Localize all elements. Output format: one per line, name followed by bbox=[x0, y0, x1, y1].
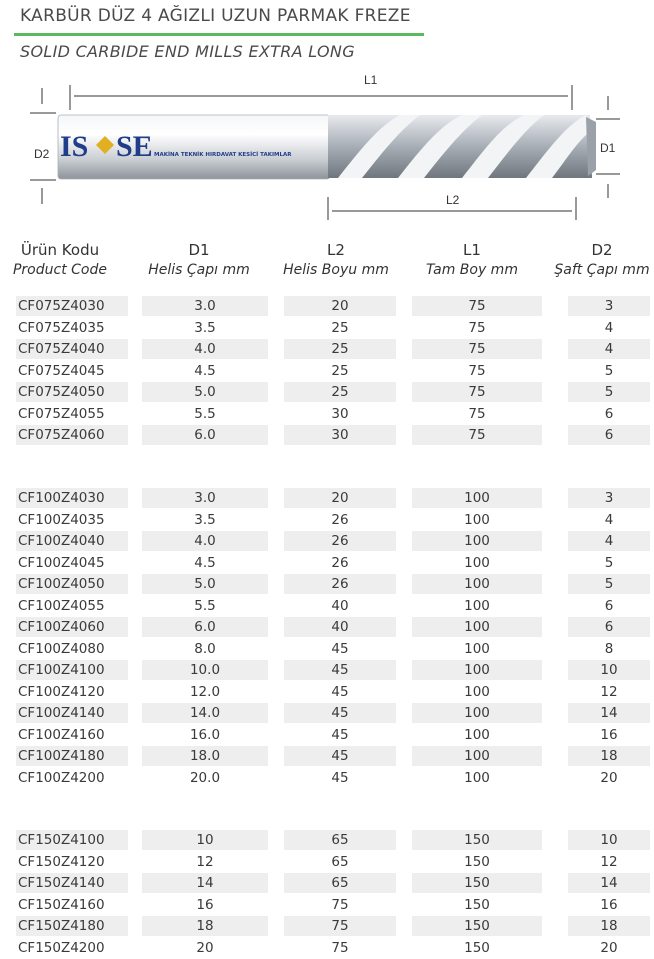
logo-left: IS bbox=[60, 130, 88, 163]
product-table-group-3 bbox=[0, 830, 654, 959]
product-code-cell: CF075Z4055 bbox=[16, 404, 128, 424]
helix-length-cell: 30 bbox=[284, 425, 396, 445]
table-row bbox=[0, 296, 654, 318]
product-code-cell: CF075Z4030 bbox=[16, 296, 128, 316]
shank-diameter-cell: 5 bbox=[568, 382, 650, 402]
helix-diameter-cell: 20 bbox=[142, 938, 268, 958]
product-code-cell: CF075Z4050 bbox=[16, 382, 128, 402]
product-code-cell: CF075Z4035 bbox=[16, 318, 128, 338]
table-row bbox=[0, 553, 654, 575]
helix-diameter-cell: 10 bbox=[142, 830, 268, 850]
product-code-cell: CF100Z4140 bbox=[16, 703, 128, 723]
header-l2-tr: L2 bbox=[278, 240, 394, 260]
header-l1-tr: L1 bbox=[412, 240, 532, 260]
helix-length-cell: 25 bbox=[284, 339, 396, 359]
shank-diameter-cell: 8 bbox=[568, 639, 650, 659]
helix-length-cell: 65 bbox=[284, 873, 396, 893]
product-code-cell: CF075Z4045 bbox=[16, 361, 128, 381]
helix-length-cell: 26 bbox=[284, 510, 396, 530]
helix-length-cell: 25 bbox=[284, 382, 396, 402]
shank-diameter-cell: 3 bbox=[568, 488, 650, 508]
product-code-cell: CF100Z4200 bbox=[16, 768, 128, 788]
logo-tagline: MAKİNA TEKNİK HIRDAVAT KESİCİ TAKIMLAR bbox=[154, 151, 292, 158]
product-code-cell: CF100Z4160 bbox=[16, 725, 128, 745]
shank-diameter-cell: 12 bbox=[568, 852, 650, 872]
total-length-cell: 75 bbox=[412, 382, 542, 402]
helix-diameter-cell: 16 bbox=[142, 895, 268, 915]
product-table-group-2 bbox=[0, 488, 654, 789]
shank-diameter-cell: 4 bbox=[568, 318, 650, 338]
total-length-cell: 100 bbox=[412, 682, 542, 702]
shank-diameter-cell: 14 bbox=[568, 703, 650, 723]
table-row bbox=[0, 361, 654, 383]
shank-diameter-cell: 10 bbox=[568, 830, 650, 850]
product-code-cell: CF100Z4180 bbox=[16, 746, 128, 766]
total-length-cell: 100 bbox=[412, 574, 542, 594]
helix-diameter-cell: 8.0 bbox=[142, 639, 268, 659]
table-row bbox=[0, 318, 654, 340]
helix-diameter-cell: 4.5 bbox=[142, 361, 268, 381]
shank-diameter-cell: 5 bbox=[568, 553, 650, 573]
product-code-cell: CF150Z4120 bbox=[16, 852, 128, 872]
helix-diameter-cell: 20.0 bbox=[142, 768, 268, 788]
helix-length-cell: 20 bbox=[284, 296, 396, 316]
helix-length-cell: 25 bbox=[284, 361, 396, 381]
shank-diameter-cell: 12 bbox=[568, 682, 650, 702]
shank-diameter-cell: 18 bbox=[568, 916, 650, 936]
l2-label: L2 bbox=[446, 193, 460, 207]
total-length-cell: 75 bbox=[412, 339, 542, 359]
helix-diameter-cell: 6.0 bbox=[142, 617, 268, 637]
product-code-cell: CF150Z4200 bbox=[16, 938, 128, 958]
total-length-cell: 100 bbox=[412, 660, 542, 680]
helix-diameter-cell: 3.5 bbox=[142, 510, 268, 530]
helix-diameter-cell: 10.0 bbox=[142, 660, 268, 680]
product-code-cell: CF100Z4050 bbox=[16, 574, 128, 594]
product-code-cell: CF150Z4180 bbox=[16, 916, 128, 936]
helix-length-cell: 45 bbox=[284, 660, 396, 680]
helix-diameter-cell: 18.0 bbox=[142, 746, 268, 766]
l1-label: L1 bbox=[364, 73, 378, 87]
helix-diameter-cell: 4.0 bbox=[142, 531, 268, 551]
total-length-cell: 100 bbox=[412, 510, 542, 530]
table-row bbox=[0, 725, 654, 747]
header-d1-en: Helis Çapı mm bbox=[140, 260, 258, 280]
product-table-group-1 bbox=[0, 296, 654, 447]
total-length-cell: 100 bbox=[412, 703, 542, 723]
header-code bbox=[8, 240, 112, 280]
helix-length-cell: 25 bbox=[284, 318, 396, 338]
header-d1-tr: D1 bbox=[140, 240, 258, 260]
helix-length-cell: 45 bbox=[284, 746, 396, 766]
helix-length-cell: 75 bbox=[284, 895, 396, 915]
header-d2-tr: D2 bbox=[550, 240, 654, 260]
helix-diameter-cell: 6.0 bbox=[142, 425, 268, 445]
header-code-tr: Ürün Kodu bbox=[8, 240, 112, 260]
d2-label: D2 bbox=[34, 147, 50, 161]
total-length-cell: 150 bbox=[412, 895, 542, 915]
total-length-cell: 100 bbox=[412, 596, 542, 616]
helix-length-cell: 45 bbox=[284, 639, 396, 659]
product-code-cell: CF100Z4060 bbox=[16, 617, 128, 637]
total-length-cell: 75 bbox=[412, 318, 542, 338]
product-code-cell: CF100Z4055 bbox=[16, 596, 128, 616]
end-mill-diagram bbox=[0, 70, 654, 220]
helix-diameter-cell: 3.5 bbox=[142, 318, 268, 338]
shank-diameter-cell: 18 bbox=[568, 746, 650, 766]
shank-diameter-cell: 16 bbox=[568, 725, 650, 745]
total-length-cell: 75 bbox=[412, 361, 542, 381]
table-row bbox=[0, 873, 654, 895]
helix-length-cell: 65 bbox=[284, 852, 396, 872]
total-length-cell: 100 bbox=[412, 617, 542, 637]
shank-diameter-cell: 4 bbox=[568, 339, 650, 359]
table-row bbox=[0, 830, 654, 852]
shank-diameter-cell: 4 bbox=[568, 510, 650, 530]
table-row bbox=[0, 938, 654, 959]
shank-diameter-cell: 14 bbox=[568, 873, 650, 893]
helix-diameter-cell: 5.0 bbox=[142, 574, 268, 594]
helix-length-cell: 26 bbox=[284, 574, 396, 594]
helix-length-cell: 45 bbox=[284, 768, 396, 788]
table-row bbox=[0, 404, 654, 426]
table-row bbox=[0, 425, 654, 447]
total-length-cell: 150 bbox=[412, 830, 542, 850]
helix-length-cell: 65 bbox=[284, 830, 396, 850]
total-length-cell: 100 bbox=[412, 725, 542, 745]
table-row bbox=[0, 895, 654, 917]
shank-diameter-cell: 6 bbox=[568, 425, 650, 445]
table-row bbox=[0, 382, 654, 404]
shank-diameter-cell: 5 bbox=[568, 574, 650, 594]
product-code-cell: CF100Z4120 bbox=[16, 682, 128, 702]
helix-diameter-cell: 3.0 bbox=[142, 488, 268, 508]
header-l2 bbox=[278, 240, 394, 280]
helix-diameter-cell: 14 bbox=[142, 873, 268, 893]
helix-length-cell: 45 bbox=[284, 703, 396, 723]
table-row bbox=[0, 574, 654, 596]
helix-length-cell: 26 bbox=[284, 553, 396, 573]
shank-diameter-cell: 6 bbox=[568, 596, 650, 616]
table-row bbox=[0, 510, 654, 532]
helix-diameter-cell: 5.5 bbox=[142, 596, 268, 616]
total-length-cell: 150 bbox=[412, 852, 542, 872]
total-length-cell: 75 bbox=[412, 404, 542, 424]
product-code-cell: CF100Z4045 bbox=[16, 553, 128, 573]
shank-diameter-cell: 3 bbox=[568, 296, 650, 316]
helix-length-cell: 20 bbox=[284, 488, 396, 508]
header-d2 bbox=[550, 240, 654, 280]
table-row bbox=[0, 746, 654, 768]
helix-diameter-cell: 16.0 bbox=[142, 725, 268, 745]
table-row bbox=[0, 682, 654, 704]
table-row bbox=[0, 488, 654, 510]
helix-diameter-cell: 12 bbox=[142, 852, 268, 872]
table-row bbox=[0, 339, 654, 361]
helix-diameter-cell: 4.0 bbox=[142, 339, 268, 359]
helix-length-cell: 75 bbox=[284, 938, 396, 958]
helix-diameter-cell: 5.5 bbox=[142, 404, 268, 424]
table-row bbox=[0, 617, 654, 639]
total-length-cell: 100 bbox=[412, 488, 542, 508]
helix-diameter-cell: 5.0 bbox=[142, 382, 268, 402]
shank-diameter-cell: 4 bbox=[568, 531, 650, 551]
helix-length-cell: 40 bbox=[284, 617, 396, 637]
total-length-cell: 75 bbox=[412, 296, 542, 316]
header-l1-en: Tam Boy mm bbox=[412, 260, 532, 280]
helix-diameter-cell: 3.0 bbox=[142, 296, 268, 316]
table-row bbox=[0, 916, 654, 938]
shank-diameter-cell: 20 bbox=[568, 768, 650, 788]
product-code-cell: CF100Z4040 bbox=[16, 531, 128, 551]
total-length-cell: 100 bbox=[412, 531, 542, 551]
page-title: KARBÜR DÜZ 4 AĞIZLI UZUN PARMAK FREZE bbox=[20, 6, 411, 26]
product-code-cell: CF100Z4100 bbox=[16, 660, 128, 680]
helix-length-cell: 26 bbox=[284, 531, 396, 551]
total-length-cell: 75 bbox=[412, 425, 542, 445]
title-underline bbox=[14, 33, 424, 36]
table-row bbox=[0, 703, 654, 725]
table-row bbox=[0, 660, 654, 682]
product-code-cell: CF100Z4030 bbox=[16, 488, 128, 508]
table-row bbox=[0, 596, 654, 618]
header-code-en: Product Code bbox=[8, 260, 112, 280]
helix-diameter-cell: 18 bbox=[142, 916, 268, 936]
shank-diameter-cell: 20 bbox=[568, 938, 650, 958]
shank-diameter-cell: 6 bbox=[568, 617, 650, 637]
table-row bbox=[0, 852, 654, 874]
header-d1 bbox=[140, 240, 258, 280]
product-code-cell: CF150Z4100 bbox=[16, 830, 128, 850]
table-row bbox=[0, 531, 654, 553]
table-row bbox=[0, 639, 654, 661]
logo-right: SE bbox=[116, 130, 153, 163]
product-code-cell: CF075Z4060 bbox=[16, 425, 128, 445]
table-row bbox=[0, 768, 654, 790]
total-length-cell: 100 bbox=[412, 553, 542, 573]
total-length-cell: 150 bbox=[412, 938, 542, 958]
total-length-cell: 100 bbox=[412, 639, 542, 659]
shank-diameter-cell: 10 bbox=[568, 660, 650, 680]
shank-diameter-cell: 16 bbox=[568, 895, 650, 915]
helix-diameter-cell: 4.5 bbox=[142, 553, 268, 573]
total-length-cell: 100 bbox=[412, 746, 542, 766]
header-l2-en: Helis Boyu mm bbox=[278, 260, 394, 280]
header-l1 bbox=[412, 240, 532, 280]
product-code-cell: CF075Z4040 bbox=[16, 339, 128, 359]
helix-length-cell: 45 bbox=[284, 682, 396, 702]
helix-length-cell: 45 bbox=[284, 725, 396, 745]
helix-diameter-cell: 14.0 bbox=[142, 703, 268, 723]
total-length-cell: 150 bbox=[412, 873, 542, 893]
product-code-cell: CF150Z4160 bbox=[16, 895, 128, 915]
total-length-cell: 150 bbox=[412, 916, 542, 936]
product-code-cell: CF100Z4035 bbox=[16, 510, 128, 530]
page-subtitle: SOLID CARBIDE END MILLS EXTRA LONG bbox=[20, 42, 355, 61]
product-code-cell: CF150Z4140 bbox=[16, 873, 128, 893]
shank-diameter-cell: 6 bbox=[568, 404, 650, 424]
d1-label: D1 bbox=[600, 141, 616, 155]
product-code-cell: CF100Z4080 bbox=[16, 639, 128, 659]
header-d2-en: Şaft Çapı mm bbox=[550, 260, 654, 280]
helix-length-cell: 75 bbox=[284, 916, 396, 936]
shank-diameter-cell: 5 bbox=[568, 361, 650, 381]
helix-diameter-cell: 12.0 bbox=[142, 682, 268, 702]
helix-length-cell: 30 bbox=[284, 404, 396, 424]
total-length-cell: 100 bbox=[412, 768, 542, 788]
helix-length-cell: 40 bbox=[284, 596, 396, 616]
